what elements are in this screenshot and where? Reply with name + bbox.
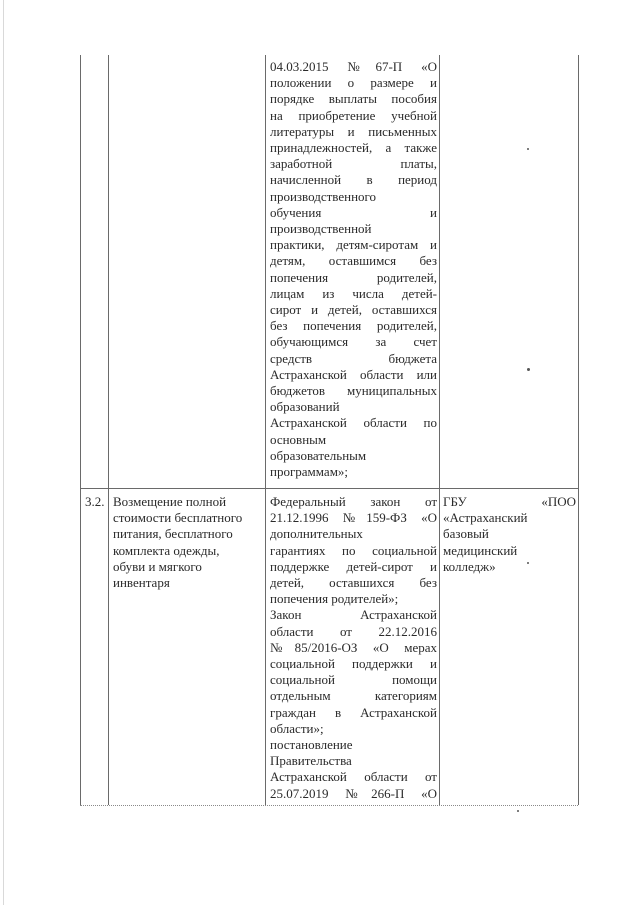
text-line: Астраханской области или (270, 366, 437, 382)
text-line: отдельным категориям (270, 688, 437, 704)
text-line: начисленной в период (270, 172, 437, 188)
text-line: практики, детям-сиротам и (270, 237, 437, 253)
row-number: 3.2. (85, 494, 105, 509)
text-line: заработной платы, (270, 156, 437, 172)
text-line: области от 22.12.2016 (270, 623, 437, 639)
text-line: базовый (443, 526, 489, 542)
scan-speck (527, 148, 529, 150)
text-line: средств бюджета (270, 350, 437, 366)
text-line: лицам из числа детей- (270, 285, 437, 301)
table-border-right (578, 55, 579, 805)
text-line: Возмещение полной (113, 494, 227, 509)
scan-speck (517, 810, 519, 812)
table-border-measure (265, 55, 266, 805)
legal-basis-cell (270, 494, 437, 802)
text-line: обучающимся за счет (270, 334, 437, 350)
text-line: ГБУ «ПОО (443, 494, 576, 509)
text-line: 25.07.2019 №266-П «О (270, 785, 437, 801)
text-line: производственного (270, 188, 377, 204)
text-line: порядке выплаты пособия (270, 91, 437, 107)
text-line: образований (270, 399, 340, 415)
table-border-num (108, 55, 109, 805)
text-line: производственной (270, 221, 372, 237)
text-line: 21.12.1996 №159-ФЗ «О (270, 510, 437, 526)
text-line: поддержке детей-сирот и (270, 558, 437, 574)
text-line: программам»; (270, 464, 349, 480)
text-line: бюджетов муниципальных (270, 383, 437, 399)
text-line: сирот и детей, оставшихся (270, 302, 437, 318)
text-line: 04.03.2015 №67-П «О (270, 59, 437, 74)
text-line: Закон Астраханской (270, 607, 437, 623)
text-line: на приобретение учебной (270, 107, 437, 123)
text-line: попечения родителей, (270, 269, 437, 285)
text-line: стоимости бесплатного (113, 510, 243, 526)
text-line: медицинский (443, 542, 518, 558)
table-border-basis (439, 55, 440, 805)
text-line: принадлежностей, а также (270, 140, 437, 156)
text-line: области»; (270, 720, 324, 736)
measure-cell (113, 494, 263, 591)
text-line: колледж» (443, 558, 496, 574)
text-line: №85/2016-ОЗ «О мерах (270, 639, 437, 655)
scan-speck (527, 562, 529, 564)
text-line: Правительства (270, 753, 352, 769)
text-line: социальной поддержки и (270, 656, 437, 672)
text-line: комплекта одежды, (113, 542, 220, 558)
table-border-left (80, 55, 81, 805)
text-line: без попечения родителей, (270, 318, 437, 334)
text-line: Астраханской области по (270, 415, 437, 431)
text-line: граждан в Астраханской (270, 704, 437, 720)
text-line: социальной помощи (270, 672, 437, 688)
table-bottom-edge (80, 805, 578, 806)
text-line: «Астраханский (443, 510, 528, 526)
text-line: питания, бесплатного (113, 526, 233, 542)
legal-basis-continuation-cell (270, 59, 437, 480)
text-line: попечения родителей»; (270, 591, 399, 607)
text-line: образовательным (270, 447, 367, 463)
text-line: литературы и письменных (270, 123, 437, 139)
text-line: Астраханской области от (270, 769, 437, 785)
text-line: детей, оставшихся без (270, 575, 437, 591)
scan-edge-left (3, 0, 4, 905)
text-line: инвентаря (113, 575, 170, 591)
text-line: детям, оставшимся без (270, 253, 437, 269)
row-separator (80, 488, 578, 489)
executor-cell (443, 494, 576, 575)
scan-speck (527, 368, 530, 371)
text-line: постановление (270, 737, 353, 753)
text-line: Федеральный закон от (270, 494, 437, 509)
text-line: обуви и мягкого (113, 558, 202, 574)
text-line: гарантиях по социальной (270, 542, 437, 558)
text-line: обучения и (270, 204, 437, 220)
text-line: основным (270, 431, 327, 447)
text-line: положении о размере и (270, 75, 437, 91)
text-line: дополнительных (270, 526, 363, 542)
